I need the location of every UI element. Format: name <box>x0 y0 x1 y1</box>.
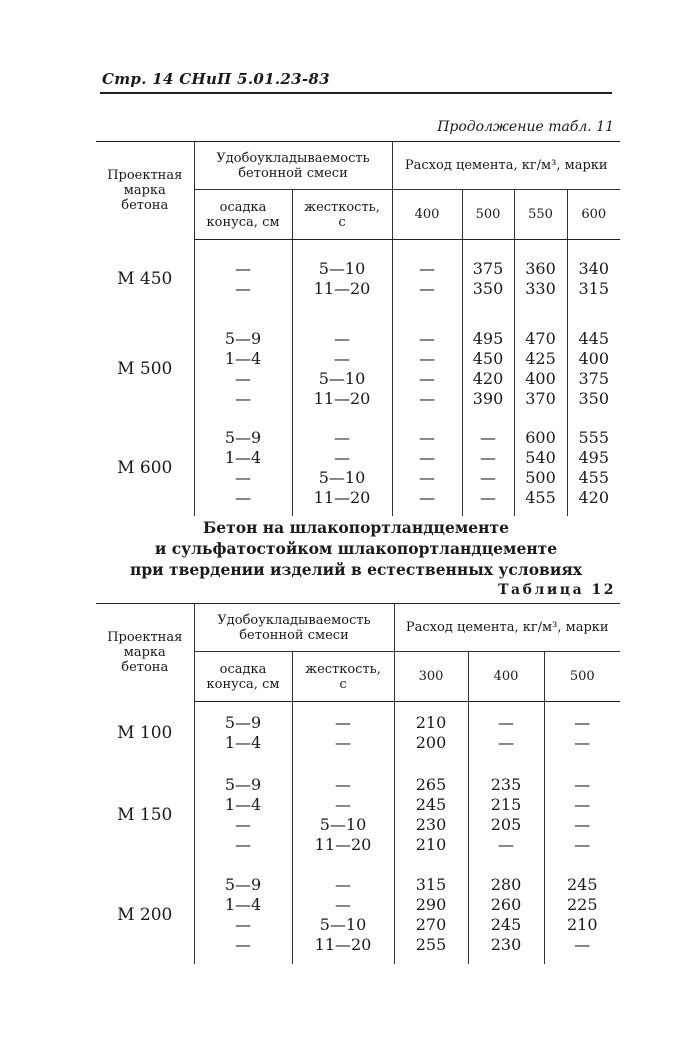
brand-header: 400 <box>468 652 544 702</box>
section-title-line: и сульфатостойком шлакопортландцементе <box>154 539 558 558</box>
section-title <box>96 517 616 580</box>
table-row <box>96 240 620 318</box>
cement-cell: — — <box>544 702 620 764</box>
section-title-line: Бетон на шлакопортландцементе <box>203 518 509 537</box>
grade-cell: М 100 <box>117 722 173 743</box>
stiffness-cell: 5—10 11—20 <box>292 240 392 318</box>
table-continuation-label: Продолжение табл. 11 <box>437 119 614 135</box>
slump-cell: 5—9 1—4 — — <box>194 420 292 516</box>
col-header-slump: осадка конуса, см <box>194 190 292 240</box>
col-header-slump: осадка конуса, см <box>194 652 292 702</box>
cement-cell: 555 495 455 420 <box>567 420 620 516</box>
slump-cell: 5—9 1—4 — — <box>194 764 292 866</box>
cement-cell: 340 315 <box>567 240 620 318</box>
stiffness-cell: — — 5—10 11—20 <box>292 318 392 420</box>
slump-cell: 5—9 1—4 — — <box>194 866 292 964</box>
cement-cell: 375 350 <box>462 240 514 318</box>
cement-cell: — — <box>468 702 544 764</box>
brand-header: 400 <box>392 190 462 240</box>
col-header-workability: Удобоукладываемость бетонной смеси <box>194 604 394 652</box>
col-header-cement: Расход цемента, кг/м³, марки <box>392 142 620 190</box>
col-header-grade: Проектная марка бетона <box>96 142 194 240</box>
table-row <box>96 420 620 516</box>
table-row <box>96 318 620 420</box>
cement-cell: — — — — <box>462 420 514 516</box>
grade-cell: М 500 <box>117 358 173 379</box>
col-header-grade: Проектная марка бетона <box>96 604 194 702</box>
stiffness-cell: — — <box>292 702 394 764</box>
grade-cell: М 150 <box>117 804 173 825</box>
cement-cell: 600 540 500 455 <box>514 420 567 516</box>
section-title-line: при твердении изделий в естественных условиях <box>129 560 583 579</box>
cement-cell: — — — — <box>392 318 462 420</box>
cement-cell: 280 260 245 230 <box>468 866 544 964</box>
brand-header: 500 <box>462 190 514 240</box>
grade-cell: М 450 <box>117 268 173 289</box>
cement-cell: 235 215 205 — <box>468 764 544 866</box>
cement-cell: 445 400 375 350 <box>567 318 620 420</box>
col-header-workability: Удобоукладываемость бетонной смеси <box>194 142 392 190</box>
stiffness-cell: — — 5—10 11—20 <box>292 866 394 964</box>
grade-cell: М 600 <box>117 457 173 478</box>
cement-cell: 210 200 <box>394 702 468 764</box>
slump-cell: 5—9 1—4 <box>194 702 292 764</box>
slump-cell: 5—9 1—4 — — <box>194 318 292 420</box>
cement-cell: 265 245 230 210 <box>394 764 468 866</box>
table-row <box>96 702 620 764</box>
table-11 <box>96 141 620 516</box>
slump-cell: — — <box>194 240 292 318</box>
brand-header: 500 <box>544 652 620 702</box>
stiffness-cell: — — 5—10 11—20 <box>292 764 394 866</box>
table-row <box>96 866 620 964</box>
brand-header: 550 <box>514 190 567 240</box>
col-header-cement: Расход цемента, кг/м³, марки <box>394 604 620 652</box>
cement-cell: 470 425 400 370 <box>514 318 567 420</box>
table-12 <box>96 603 620 964</box>
grade-cell: М 200 <box>117 904 173 925</box>
col-header-stiffness: жесткость, с <box>292 190 392 240</box>
cement-cell: 315 290 270 255 <box>394 866 468 964</box>
table-row <box>96 764 620 866</box>
brand-header: 300 <box>394 652 468 702</box>
cement-cell: — — <box>392 240 462 318</box>
cement-cell: — — — — <box>544 764 620 866</box>
cement-cell: 495 450 420 390 <box>462 318 514 420</box>
col-header-stiffness: жесткость, с <box>292 652 394 702</box>
stiffness-cell: — — 5—10 11—20 <box>292 420 392 516</box>
page-header: Стр. 14 СНиП 5.01.23-83 <box>102 70 330 88</box>
cement-cell: 245 225 210 — <box>544 866 620 964</box>
cement-cell: — — — — <box>392 420 462 516</box>
header-rule <box>100 92 612 94</box>
table-12-label: Таблица 12 <box>498 582 616 598</box>
brand-header: 600 <box>567 190 620 240</box>
cement-cell: 360 330 <box>514 240 567 318</box>
